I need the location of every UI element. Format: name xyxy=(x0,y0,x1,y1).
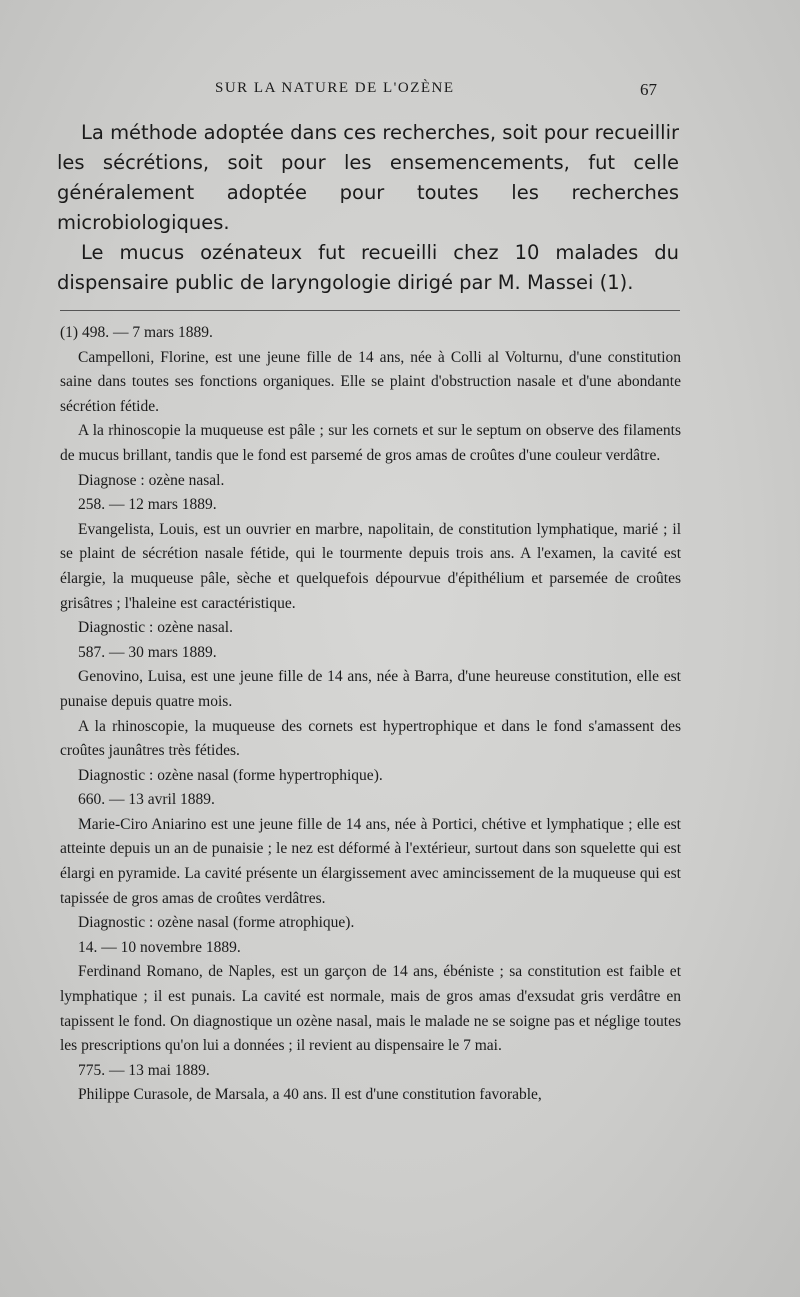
page-number: 67 xyxy=(640,80,657,99)
main-text xyxy=(57,118,679,298)
case-paragraph: A la rhinoscopie la muqueuse est pâle ; sur les cornets et sur le septum on observe des filaments de mucus brillant, tandis que le fond est parsemé de gros amas de croûtes d'une couleur verdâtre. xyxy=(60,422,681,464)
case-paragraph: Diagnostic : ozène nasal (forme hypertrophique). xyxy=(78,766,383,784)
case-heading: 660. — 13 avril 1889. xyxy=(78,791,215,809)
case-heading: (1) 498. — 7 mars 1889. xyxy=(60,324,213,341)
footnote-rule xyxy=(60,310,680,311)
footnote xyxy=(60,321,681,1108)
case-paragraph: Evangelista, Louis, est un ouvrier en marbre, napolitain, de constitution lymphatique, marié ; il se plaint de sécrétion nasale fétide, qui le tourmente depuis trois ans. A l'examen, la cavité est élargie, la muqueuse pâle, sèche et quelquefois dépourvue d'épithélium et parsemée de croûtes grisâtres ; l'haleine est caractéristique. xyxy=(60,520,681,612)
paragraph: La méthode adoptée dans ces recherches, soit pour recueillir les sécrétions, soit pour les ensemencements, fut celle généralement adoptée pour toutes les recherches microbiologiques. xyxy=(57,121,679,234)
case-paragraph: A la rhinoscopie, la muqueuse des cornets est hypertrophique et dans le fond s'amassent des croûtes jaunâtres très fétides. xyxy=(60,717,681,760)
case-heading: 14. — 10 novembre 1889. xyxy=(78,938,241,956)
case-heading: 587. — 30 mars 1889. xyxy=(78,643,217,661)
case-paragraph: Campelloni, Florine, est une jeune fille de 14 ans, née à Colli al Volturnu, d'une constitution saine dans toutes ses fonctions organiques. Elle se plaint d'obstruction nasale et d'une abondante sécrétion fétide. xyxy=(60,348,681,415)
case-paragraph: Diagnostic : ozène nasal. xyxy=(78,619,233,637)
paragraph: Le mucus ozénateux fut recueilli chez 10 malades du dispensaire public de laryngologie dirigé par M. Massei (1). xyxy=(57,241,679,294)
case-paragraph: Marie-Ciro Aniarino est une jeune fille de 14 ans, née à Portici, chétive et lymphatique ; elle est atteinte depuis un an de punaisie ; le nez est déformé à l'extérieur, surtout dans son squelette qui est élargi en pyramide. La cavité présente un élargissement avec amincissement de la muqueuse qui est tapissée de gros amas de croûtes verdâtres. xyxy=(60,815,681,907)
case-heading: 258. — 12 mars 1889. xyxy=(78,496,217,514)
case-paragraph: Diagnostic : ozène nasal (forme atrophique). xyxy=(78,914,355,932)
case-paragraph: Diagnose : ozène nasal. xyxy=(78,471,225,489)
case-heading: 775. — 13 mai 1889. xyxy=(78,1061,210,1079)
case-paragraph: Genovino, Luisa, est une jeune fille de 14 ans, née à Barra, d'une heureuse constitution, elle est punaise depuis quatre mois. xyxy=(60,668,681,710)
case-paragraph: Ferdinand Romano, de Naples, est un garçon de 14 ans, ébéniste ; sa constitution est faible et lymphatique ; il est punais. La cavité est normale, mais de gros amas d'exsudat gris verdâtre en tapissent le fond. On diagnostique un ozène nasal, mais le malade ne se soigne pas et néglige toutes les prescriptions qu'on lui a données ; il revient au dispensaire le 7 mai. xyxy=(60,963,681,1055)
case-paragraph: Philippe Curasole, de Marsala, a 40 ans. Il est d'une constitution favorable, xyxy=(78,1086,542,1104)
page-header xyxy=(0,80,800,104)
running-title: SUR LA NATURE DE L'OZÈNE xyxy=(215,80,455,96)
